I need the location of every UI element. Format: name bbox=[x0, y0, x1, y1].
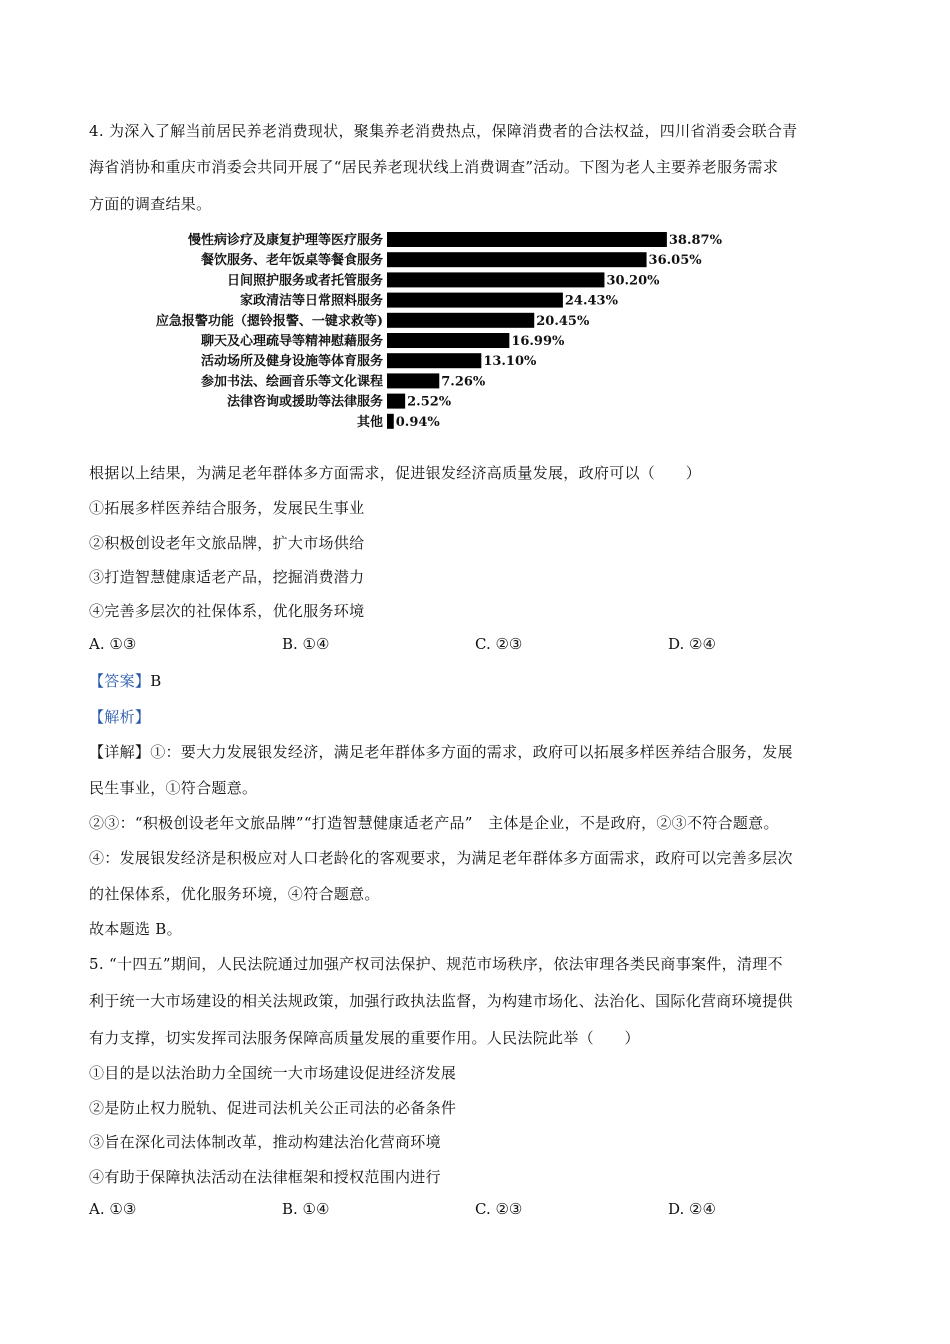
bar bbox=[387, 333, 509, 348]
q4-option-b: B. ①④ bbox=[282, 635, 330, 653]
q4-stem-line: 海省消协和重庆市消委会共同开展了“居民养老现状线上消费调查”活动。下图为老人主要养老服务需求 bbox=[89, 158, 779, 176]
detail-line: 【详解】①：要大力发展银发经济，满足老年群体多方面的需求，政府可以拓展多样医养结合服务，发展 bbox=[89, 743, 793, 761]
q4-item: ④完善多层次的社保体系，优化服务环境 bbox=[89, 602, 365, 620]
bar bbox=[387, 272, 604, 287]
q5-stem-line: 5. “十四五”期间，人民法院通过加强产权司法保护、规范市场秩序，依法审理各类民商事案件，清理不 bbox=[89, 955, 783, 973]
detail-line: 的社保体系，优化服务环境，④符合题意。 bbox=[89, 885, 380, 903]
category-label: 餐饮服务、老年饭桌等餐食服务 bbox=[200, 253, 383, 269]
q5-option-a: A. ①③ bbox=[89, 1200, 137, 1218]
q5-option-d: D. ②④ bbox=[668, 1200, 716, 1218]
q4-item: ①拓展多样医养结合服务，发展民生事业 bbox=[89, 499, 365, 517]
q4-option-a: A. ①③ bbox=[89, 635, 137, 653]
answer-tag: 【答案】 bbox=[89, 672, 151, 690]
bar bbox=[387, 414, 394, 429]
value-label: 20.45% bbox=[536, 313, 590, 329]
category-label: 慢性病诊疗及康复护理等医疗服务 bbox=[187, 233, 383, 248]
q4-question: 根据以上结果，为满足老年群体多方面需求，促进银发经济高质量发展，政府可以（ ） bbox=[89, 464, 702, 482]
bar bbox=[387, 232, 667, 247]
q4-stem-line: 4. 为深入了解当前居民养老消费现状，聚集养老消费热点，保障消费者的合法权益，四川省消委会联合青 bbox=[89, 122, 798, 140]
bar bbox=[387, 353, 481, 368]
category-label: 家政清洁等日常照料服务 bbox=[239, 293, 383, 309]
bar bbox=[387, 373, 439, 388]
q5-item: ①目的是以法治助力全国统一大市场建设促进经济发展 bbox=[89, 1064, 457, 1082]
q5-option-c: C. ②③ bbox=[475, 1200, 523, 1218]
value-label: 2.52% bbox=[407, 394, 452, 410]
detail-line: 民生事业，①符合题意。 bbox=[89, 779, 258, 797]
category-label: 聊天及心理疏导等精神慰藉服务 bbox=[200, 334, 383, 349]
detail-line: 故本题选 B。 bbox=[89, 920, 182, 938]
q5-item: ③旨在深化司法体制改革，推动构建法治化营商环境 bbox=[89, 1133, 441, 1151]
q4-stem-line: 方面的调查结果。 bbox=[89, 195, 212, 213]
q4-option-c: C. ②③ bbox=[475, 635, 523, 653]
category-label: 应急报警功能（摁铃报警、一键求救等) bbox=[155, 313, 383, 329]
value-label: 30.20% bbox=[606, 273, 660, 289]
answer-value: B bbox=[150, 672, 162, 690]
category-label: 日间照护服务或者托管服务 bbox=[226, 273, 383, 289]
value-label: 13.10% bbox=[483, 354, 537, 370]
bar bbox=[387, 293, 563, 308]
bar bbox=[387, 394, 405, 409]
analysis-tag: 【解析】 bbox=[89, 708, 151, 726]
value-label: 0.94% bbox=[395, 414, 440, 430]
bar bbox=[387, 252, 647, 267]
q4-item: ②积极创设老年文旅品牌，扩大市场供给 bbox=[89, 534, 365, 552]
q4-item: ③打造智慧健康适老产品，挖掘消费潜力 bbox=[89, 568, 365, 586]
value-label: 36.05% bbox=[648, 253, 702, 269]
category-label: 参加书法、绘画音乐等文化课程 bbox=[200, 374, 383, 390]
service-demand-bar-chart bbox=[110, 226, 750, 436]
detail-line: ②③：“积极创设老年文旅品牌”“打造智慧健康适老产品” 主体是企业，不是政府，②③不符合题意。 bbox=[89, 814, 779, 832]
detail-line: ④：发展银发经济是积极应对人口老龄化的客观要求，为满足老年群体多方面需求，政府可以完善多层次 bbox=[89, 849, 793, 867]
answer-line bbox=[89, 670, 162, 691]
q5-item: ④有助于保障执法活动在法律框架和授权范围内进行 bbox=[89, 1168, 441, 1186]
value-label: 38.87% bbox=[668, 233, 722, 248]
q5-item: ②是防止权力脱轨、促进司法机关公正司法的必备条件 bbox=[89, 1099, 457, 1117]
q5-stem-line: 利于统一大市场建设的相关法规政策，加强行政执法监督，为构建市场化、法治化、国际化营商环境提供 bbox=[89, 992, 793, 1010]
category-label: 法律咨询或援助等法律服务 bbox=[226, 394, 383, 410]
q5-option-b: B. ①④ bbox=[282, 1200, 330, 1218]
category-label: 其他 bbox=[356, 414, 383, 430]
category-label: 活动场所及健身设施等体育服务 bbox=[200, 354, 383, 370]
q4-option-d: D. ②④ bbox=[668, 635, 716, 653]
bar bbox=[387, 313, 534, 328]
value-label: 24.43% bbox=[564, 293, 618, 309]
q5-stem-line: 有力支撑，切实发挥司法服务保障高质量发展的重要作用。人民法院此举（ ） bbox=[89, 1029, 640, 1047]
value-label: 16.99% bbox=[511, 334, 565, 349]
value-label: 7.26% bbox=[441, 374, 486, 390]
